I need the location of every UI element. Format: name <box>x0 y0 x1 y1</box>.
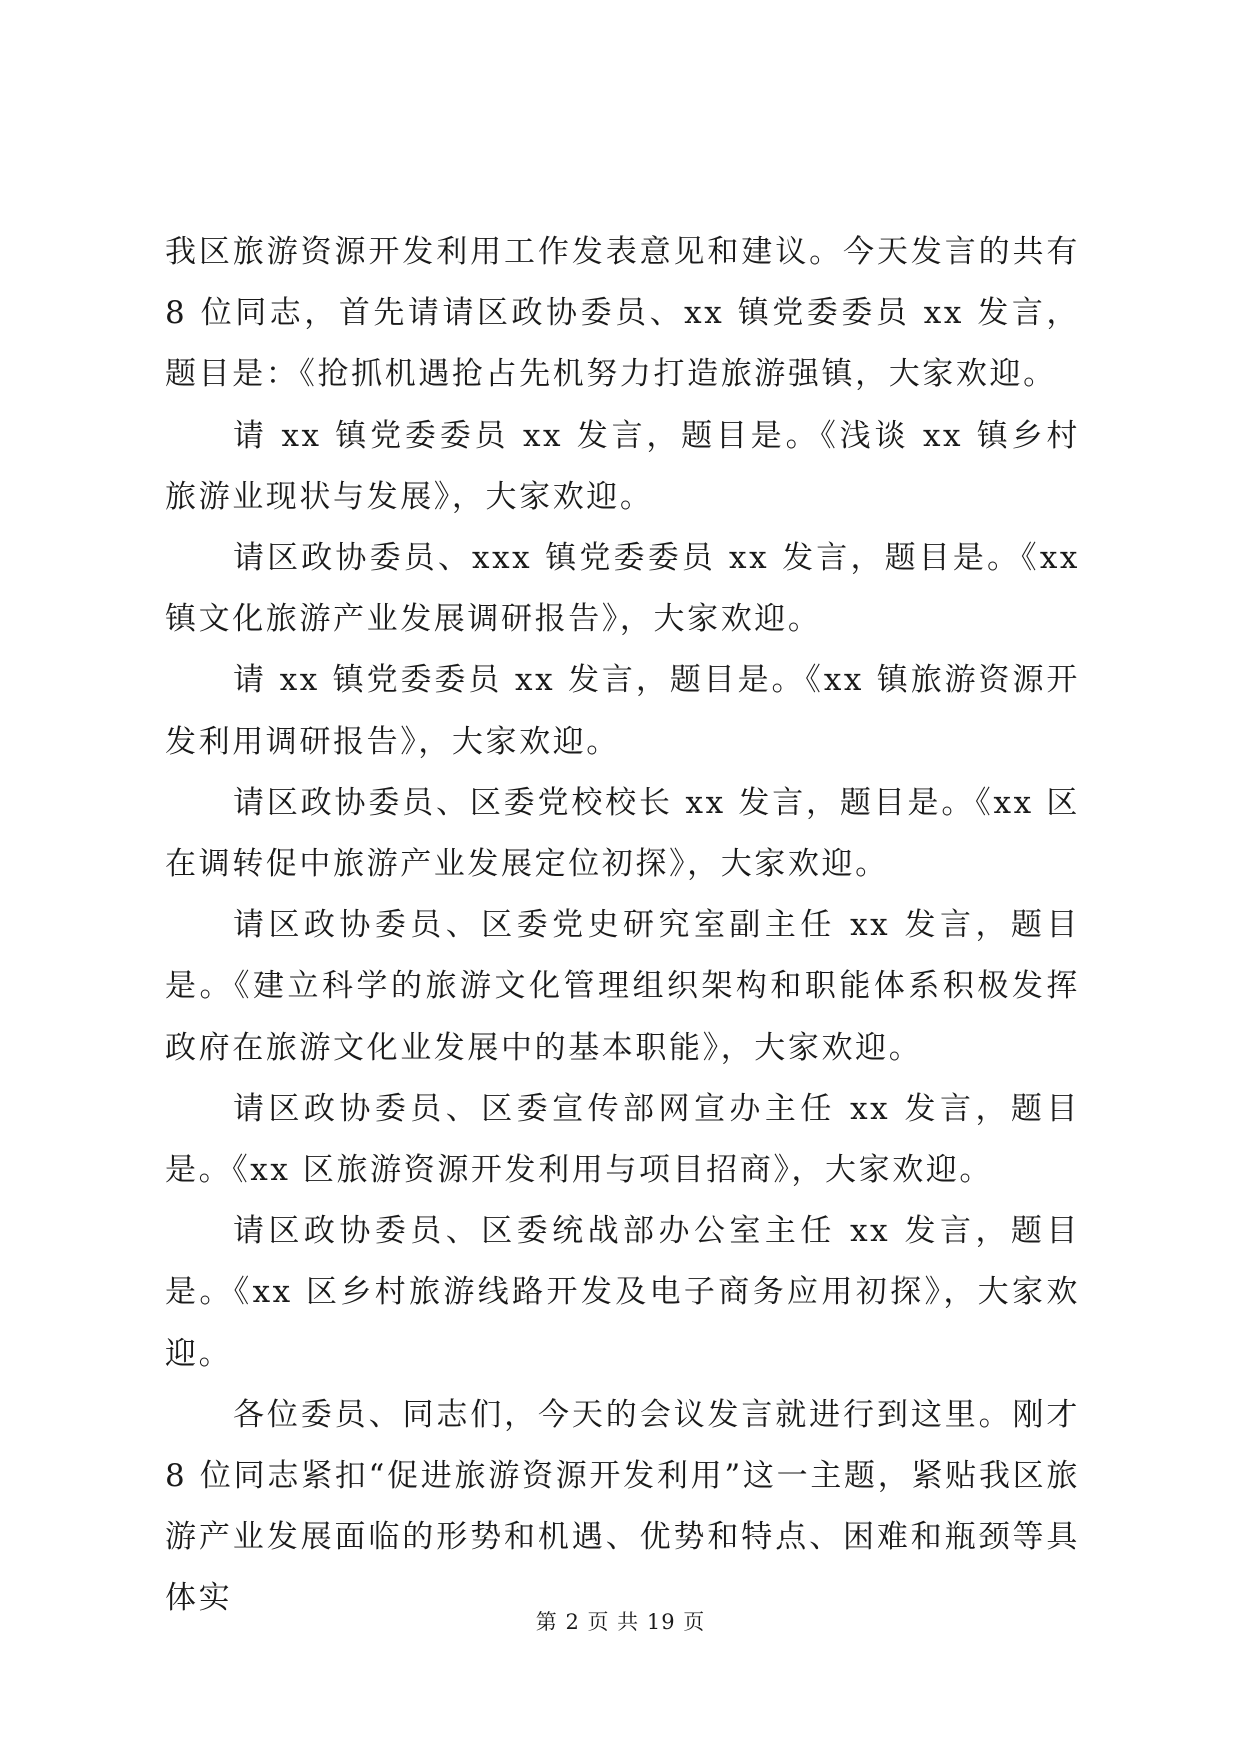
paragraph-7: 请区政协委员、区委宣传部网宣办主任 xx 发言，题目是。《xx 区旅游资源开发利用与项目招商》，大家欢迎。 <box>165 1090 1080 1189</box>
paragraph-9: 各位委员、同志们，今天的会议发言就进行到这里。刚才 8 位同志紧扣“促进旅游资源开发利用”这一主题，紧贴我区旅游产业发展面临的形势和机遇、优势和特点、困难和瓶颈等具体实 <box>165 1396 1080 1617</box>
paragraph-1: 我区旅游资源开发利用工作发表意见和建议。今天发言的共有 8 位同志，首先请请区政协委员、xx 镇党委委员 xx 发言，题目是：《抢抓机遇抢占先机努力打造旅游强镇，大家欢迎。 <box>165 234 1080 393</box>
paragraph-8: 请区政协委员、区委统战部办公室主任 xx 发言，题目是。《xx 区乡村旅游线路开发及电子商务应用初探》，大家欢迎。 <box>165 1213 1080 1372</box>
page-footer <box>0 1607 1241 1637</box>
document-body <box>165 222 1080 1630</box>
paragraph-3: 请区政协委员、xxx 镇党委委员 xx 发言，题目是。《xx 镇文化旅游产业发展调研报告》，大家欢迎。 <box>165 540 1080 638</box>
paragraph-6: 请区政协委员、区委党史研究室副主任 xx 发言，题目是。《建立科学的旅游文化管理组织架构和职能体系积极发挥政府在旅游文化业发展中的基本职能》，大家欢迎。 <box>165 907 1080 1066</box>
page-number-label: 第 2 页 共 19 页 <box>535 1610 706 1634</box>
paragraph-5: 请区政协委员、区委党校校长 xx 发言，题目是。《xx 区在调转促中旅游产业发展定位初探》，大家欢迎。 <box>165 784 1080 883</box>
paragraph-2: 请 xx 镇党委委员 xx 发言，题目是。《浅谈 xx 镇乡村旅游业现状与发展》，大家欢迎。 <box>165 417 1080 515</box>
paragraph-4: 请 xx 镇党委委员 xx 发言，题目是。《xx 镇旅游资源开发利用调研报告》，大家欢迎。 <box>165 662 1080 760</box>
